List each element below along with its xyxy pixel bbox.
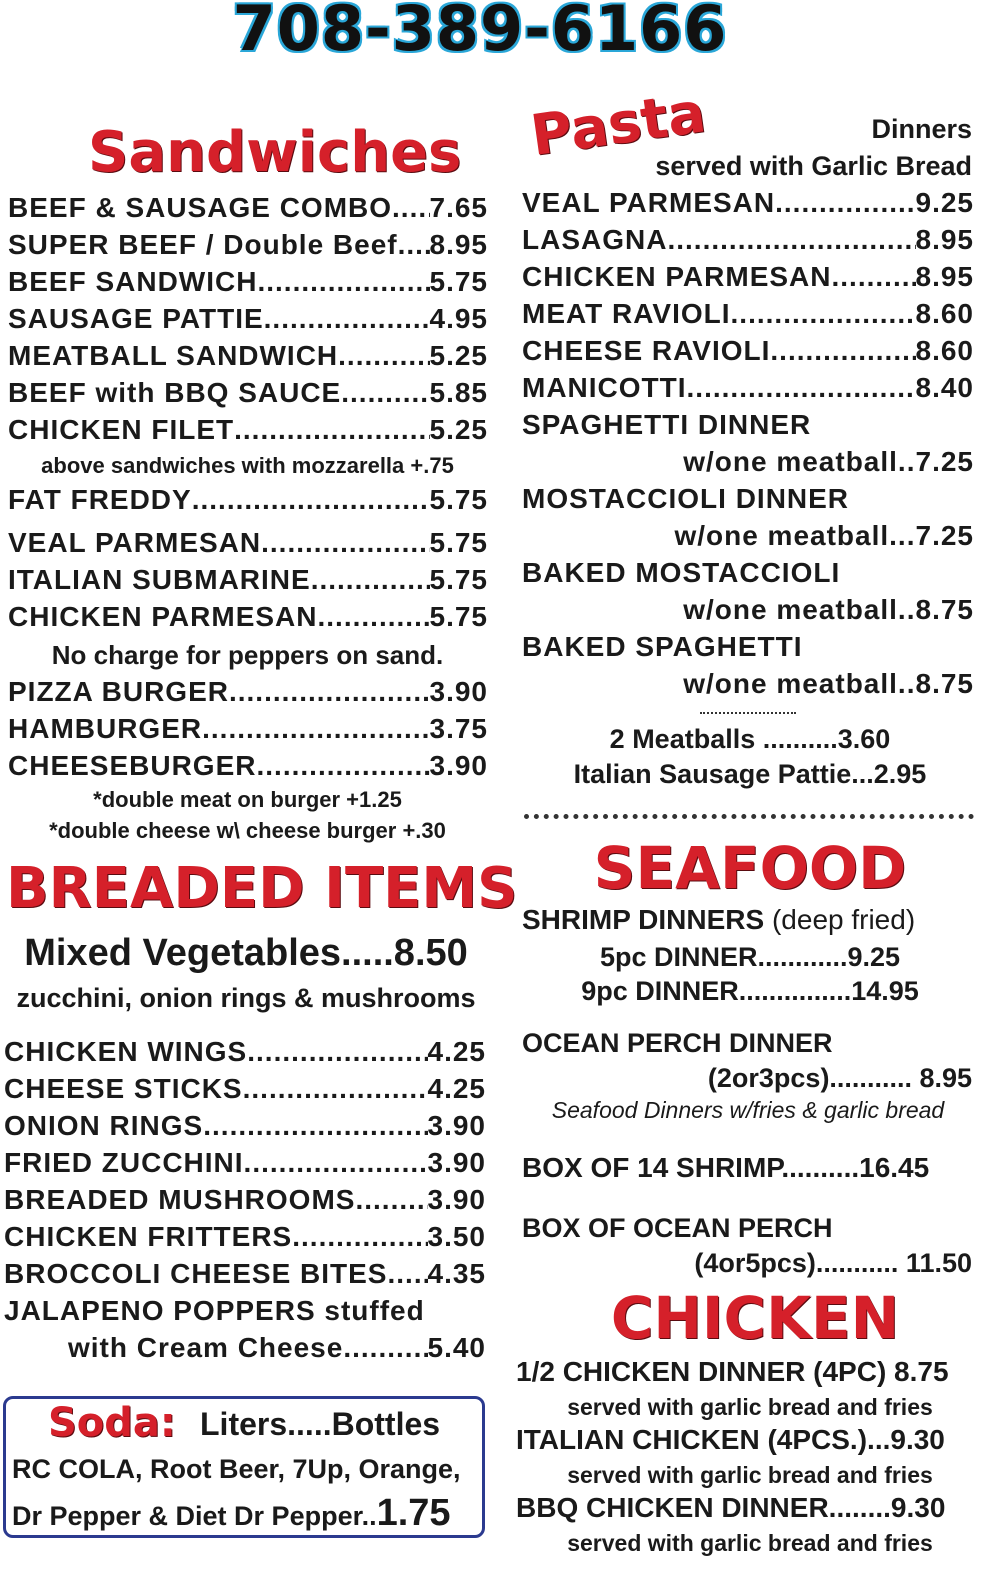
item-price: 5.75 bbox=[429, 564, 488, 595]
chicken-item-name: BBQ CHICKEN DINNER........9.30 bbox=[516, 1492, 946, 1523]
menu-item bbox=[4, 1147, 486, 1184]
menu-item bbox=[8, 713, 488, 750]
item-price: 5.75 bbox=[429, 484, 488, 515]
item-name: BROCCOLI CHEESE BITES. bbox=[4, 1258, 397, 1289]
item-name: PIZZA BURGER bbox=[8, 676, 229, 707]
divider bbox=[700, 712, 796, 714]
soda-title: Soda: bbox=[48, 1400, 176, 1446]
mozzarella-note: above sandwiches with mozzarella +.75 bbox=[41, 453, 454, 478]
box-14-shrimp: BOX OF 14 SHRIMP..........16.45 bbox=[522, 1152, 930, 1183]
item-name: FRIED ZUCCHINI bbox=[4, 1147, 244, 1178]
pasta-dinner-name: BAKED MOSTACCIOLI bbox=[522, 557, 841, 588]
item-price: 8.40 bbox=[915, 372, 974, 403]
sandwiches-list-2 bbox=[8, 484, 488, 638]
shrimp-dinners-header bbox=[522, 904, 915, 936]
sausage-extra: Italian Sausage Pattie...2.95 bbox=[573, 759, 927, 789]
menu-item bbox=[8, 192, 488, 229]
chicken-item-name: 1/2 CHICKEN DINNER (4PC) 8.75 bbox=[516, 1356, 949, 1387]
box-ocean-perch-title: BOX OF OCEAN PERCH bbox=[522, 1213, 833, 1243]
phone-number: 708-389-6166 bbox=[232, 0, 728, 65]
item-name: VEAL PARMESAN bbox=[522, 187, 776, 218]
item-name: CHEESE STICKS bbox=[4, 1073, 243, 1104]
item-name: LASAGNA bbox=[522, 224, 668, 255]
item-name: MEATBALL SANDWICH bbox=[8, 340, 339, 371]
menu-item bbox=[8, 484, 488, 527]
pasta-dinners-label: Dinners bbox=[871, 114, 972, 144]
item-name: with Cream Cheese bbox=[68, 1332, 344, 1363]
menu-item bbox=[4, 1073, 486, 1110]
breaded-list bbox=[4, 1036, 486, 1369]
item-price: 5.25 bbox=[429, 414, 488, 445]
item-price: 3.90 bbox=[429, 676, 488, 707]
menu-item bbox=[4, 1110, 486, 1147]
item-name: CHICKEN FILET bbox=[8, 414, 235, 445]
menu-item bbox=[8, 266, 488, 303]
item-name: SAUSAGE PATTIE bbox=[8, 303, 264, 334]
menu-item bbox=[8, 229, 488, 266]
soda-line1: RC COLA, Root Beer, 7Up, Orange, bbox=[12, 1454, 461, 1484]
chicken-item-note: served with garlic bread and fries bbox=[567, 1394, 933, 1420]
item-price: 3.90 bbox=[427, 1184, 486, 1215]
double-meat-note: *double meat on burger +1.25 bbox=[93, 787, 402, 812]
item-name: MANICOTTI bbox=[522, 372, 687, 403]
menu-item bbox=[522, 187, 974, 224]
ocean-perch-sub: (2or3pcs)........... 8.95 bbox=[707, 1063, 972, 1093]
sandwiches-list bbox=[8, 192, 488, 451]
menu-item bbox=[8, 377, 488, 414]
menu-item bbox=[522, 224, 974, 261]
menu-item bbox=[4, 1332, 486, 1369]
menu-item bbox=[8, 564, 488, 601]
item-name: CHICKEN WINGS bbox=[4, 1036, 248, 1067]
double-cheese-note: *double cheese w\ cheese burger +.30 bbox=[49, 818, 446, 843]
menu-item bbox=[8, 303, 488, 340]
menu-item bbox=[8, 340, 488, 377]
menu-item bbox=[522, 372, 974, 409]
item-name: BEEF & SAUSAGE COMBO bbox=[8, 192, 393, 223]
mixed-vegetables-desc: zucchini, onion rings & mushrooms bbox=[16, 983, 476, 1013]
item-price: 7.65 bbox=[429, 192, 488, 223]
shrimp-dinners-title: SHRIMP DINNERS bbox=[522, 904, 765, 935]
item-name: ITALIAN SUBMARINE bbox=[8, 564, 311, 595]
menu-item bbox=[8, 601, 488, 638]
chicken-item-name: ITALIAN CHICKEN (4PCS.)...9.30 bbox=[516, 1424, 945, 1455]
item-name: CHICKEN FRITTERS bbox=[4, 1221, 293, 1252]
chicken-title: CHICKEN bbox=[610, 1284, 900, 1352]
item-price: 5.25 bbox=[429, 340, 488, 371]
soda-line2 bbox=[12, 1492, 451, 1535]
item-price: 3.75 bbox=[429, 713, 488, 744]
item-name: CHICKEN PARMESAN bbox=[8, 601, 318, 632]
box-ocean-perch-sub: (4or5pcs)........... 11.50 bbox=[694, 1248, 972, 1278]
seafood-note: Seafood Dinners w/fries & garlic bread bbox=[551, 1097, 945, 1123]
item-price: 9.25 bbox=[915, 187, 974, 218]
menu-item bbox=[8, 750, 488, 787]
peppers-note: No charge for peppers on sand. bbox=[51, 640, 444, 670]
pasta-dinner-sub: w/one meatball..7.25 bbox=[683, 446, 974, 477]
item-price: 4.25 bbox=[427, 1036, 486, 1067]
item-price: 3.90 bbox=[429, 750, 488, 781]
menu-item bbox=[522, 335, 974, 372]
shrimp-9pc: 9pc DINNER...............14.95 bbox=[581, 976, 919, 1006]
item-price: 4.25 bbox=[427, 1073, 486, 1104]
pasta-dinner-sub: w/one meatball..8.75 bbox=[683, 594, 974, 625]
item-price: 5.75 bbox=[429, 527, 488, 558]
soda-sizes: Liters.....Bottles bbox=[200, 1406, 441, 1442]
menu-item bbox=[4, 1184, 486, 1221]
item-name: ONION RINGS bbox=[4, 1110, 204, 1141]
jalapeno-line1: JALAPENO POPPERS stuffed bbox=[4, 1295, 425, 1326]
item-name: CHEESE RAVIOLI bbox=[522, 335, 771, 366]
item-name: FAT FREDDY bbox=[8, 484, 192, 515]
item-name: CHEESEBURGER bbox=[8, 750, 257, 781]
pasta-dinner-sub: w/one meatball..8.75 bbox=[683, 668, 974, 699]
menu-item bbox=[4, 1221, 486, 1258]
menu-item bbox=[8, 414, 488, 451]
menu-item bbox=[522, 298, 974, 335]
item-price: 4.35 bbox=[427, 1258, 486, 1289]
meatballs-extra: 2 Meatballs ..........3.60 bbox=[609, 724, 891, 754]
item-price: 5.75 bbox=[429, 266, 488, 297]
menu-item bbox=[4, 1258, 486, 1295]
item-price: 4.95 bbox=[429, 303, 488, 334]
pasta-dinner-name: MOSTACCIOLI DINNER bbox=[522, 483, 850, 514]
item-price: 8.60 bbox=[915, 298, 974, 329]
item-price: 8.95 bbox=[429, 229, 488, 260]
item-price: 5.85 bbox=[429, 377, 488, 408]
item-name: MEAT RAVIOLI bbox=[522, 298, 731, 329]
pasta-dinner-sub: w/one meatball...7.25 bbox=[674, 520, 974, 551]
section-divider bbox=[524, 814, 974, 819]
menu-item bbox=[4, 1036, 486, 1073]
pasta-dinner-name: BAKED SPAGHETTI bbox=[522, 631, 803, 662]
menu-item bbox=[522, 261, 974, 298]
pasta-dinner-name: SPAGHETTI DINNER bbox=[522, 409, 812, 440]
item-price: 8.95 bbox=[915, 224, 974, 255]
item-name: BEEF with BBQ SAUCE bbox=[8, 377, 342, 408]
item-name: SUPER BEEF / Double Beef bbox=[8, 229, 398, 260]
item-price: 3.50 bbox=[427, 1221, 486, 1252]
burgers-list bbox=[8, 676, 488, 787]
item-price: 8.95 bbox=[915, 261, 974, 292]
soda-price: 1.75 bbox=[376, 1492, 451, 1534]
chicken-item-note: served with garlic bread and fries bbox=[567, 1530, 933, 1556]
pasta-list bbox=[522, 187, 974, 705]
sandwiches-title: Sandwiches bbox=[88, 120, 462, 185]
item-price: 3.90 bbox=[427, 1147, 486, 1178]
item-name: VEAL PARMESAN bbox=[8, 527, 262, 558]
item-price: 3.90 bbox=[427, 1110, 486, 1141]
menu-item bbox=[8, 676, 488, 713]
item-price: 5.40 bbox=[427, 1332, 486, 1363]
item-name: BREADED MUSHROOMS. bbox=[4, 1184, 365, 1215]
item-price: 5.75 bbox=[429, 601, 488, 632]
item-name: HAMBURGER bbox=[8, 713, 203, 744]
pasta-subtitle: served with Garlic Bread bbox=[655, 151, 972, 181]
item-name: CHICKEN PARMESAN bbox=[522, 261, 832, 292]
item-price: 8.60 bbox=[915, 335, 974, 366]
chicken-item-note: served with garlic bread and fries bbox=[567, 1462, 933, 1488]
item-name: BEEF SANDWICH bbox=[8, 266, 258, 297]
pasta-title: Pasta bbox=[526, 80, 710, 169]
ocean-perch-title: OCEAN PERCH DINNER bbox=[522, 1028, 833, 1058]
shrimp-dinners-note: (deep fried) bbox=[771, 904, 916, 935]
mixed-vegetables: Mixed Vegetables.....8.50 bbox=[24, 932, 468, 974]
seafood-title: SEAFOOD bbox=[593, 834, 907, 902]
menu-item bbox=[8, 527, 488, 564]
breaded-items-title: BREADED ITEMS bbox=[6, 856, 518, 921]
soda-brands: Dr Pepper & Diet Dr Pepper.. bbox=[12, 1501, 377, 1531]
shrimp-5pc: 5pc DINNER............9.25 bbox=[599, 942, 901, 972]
